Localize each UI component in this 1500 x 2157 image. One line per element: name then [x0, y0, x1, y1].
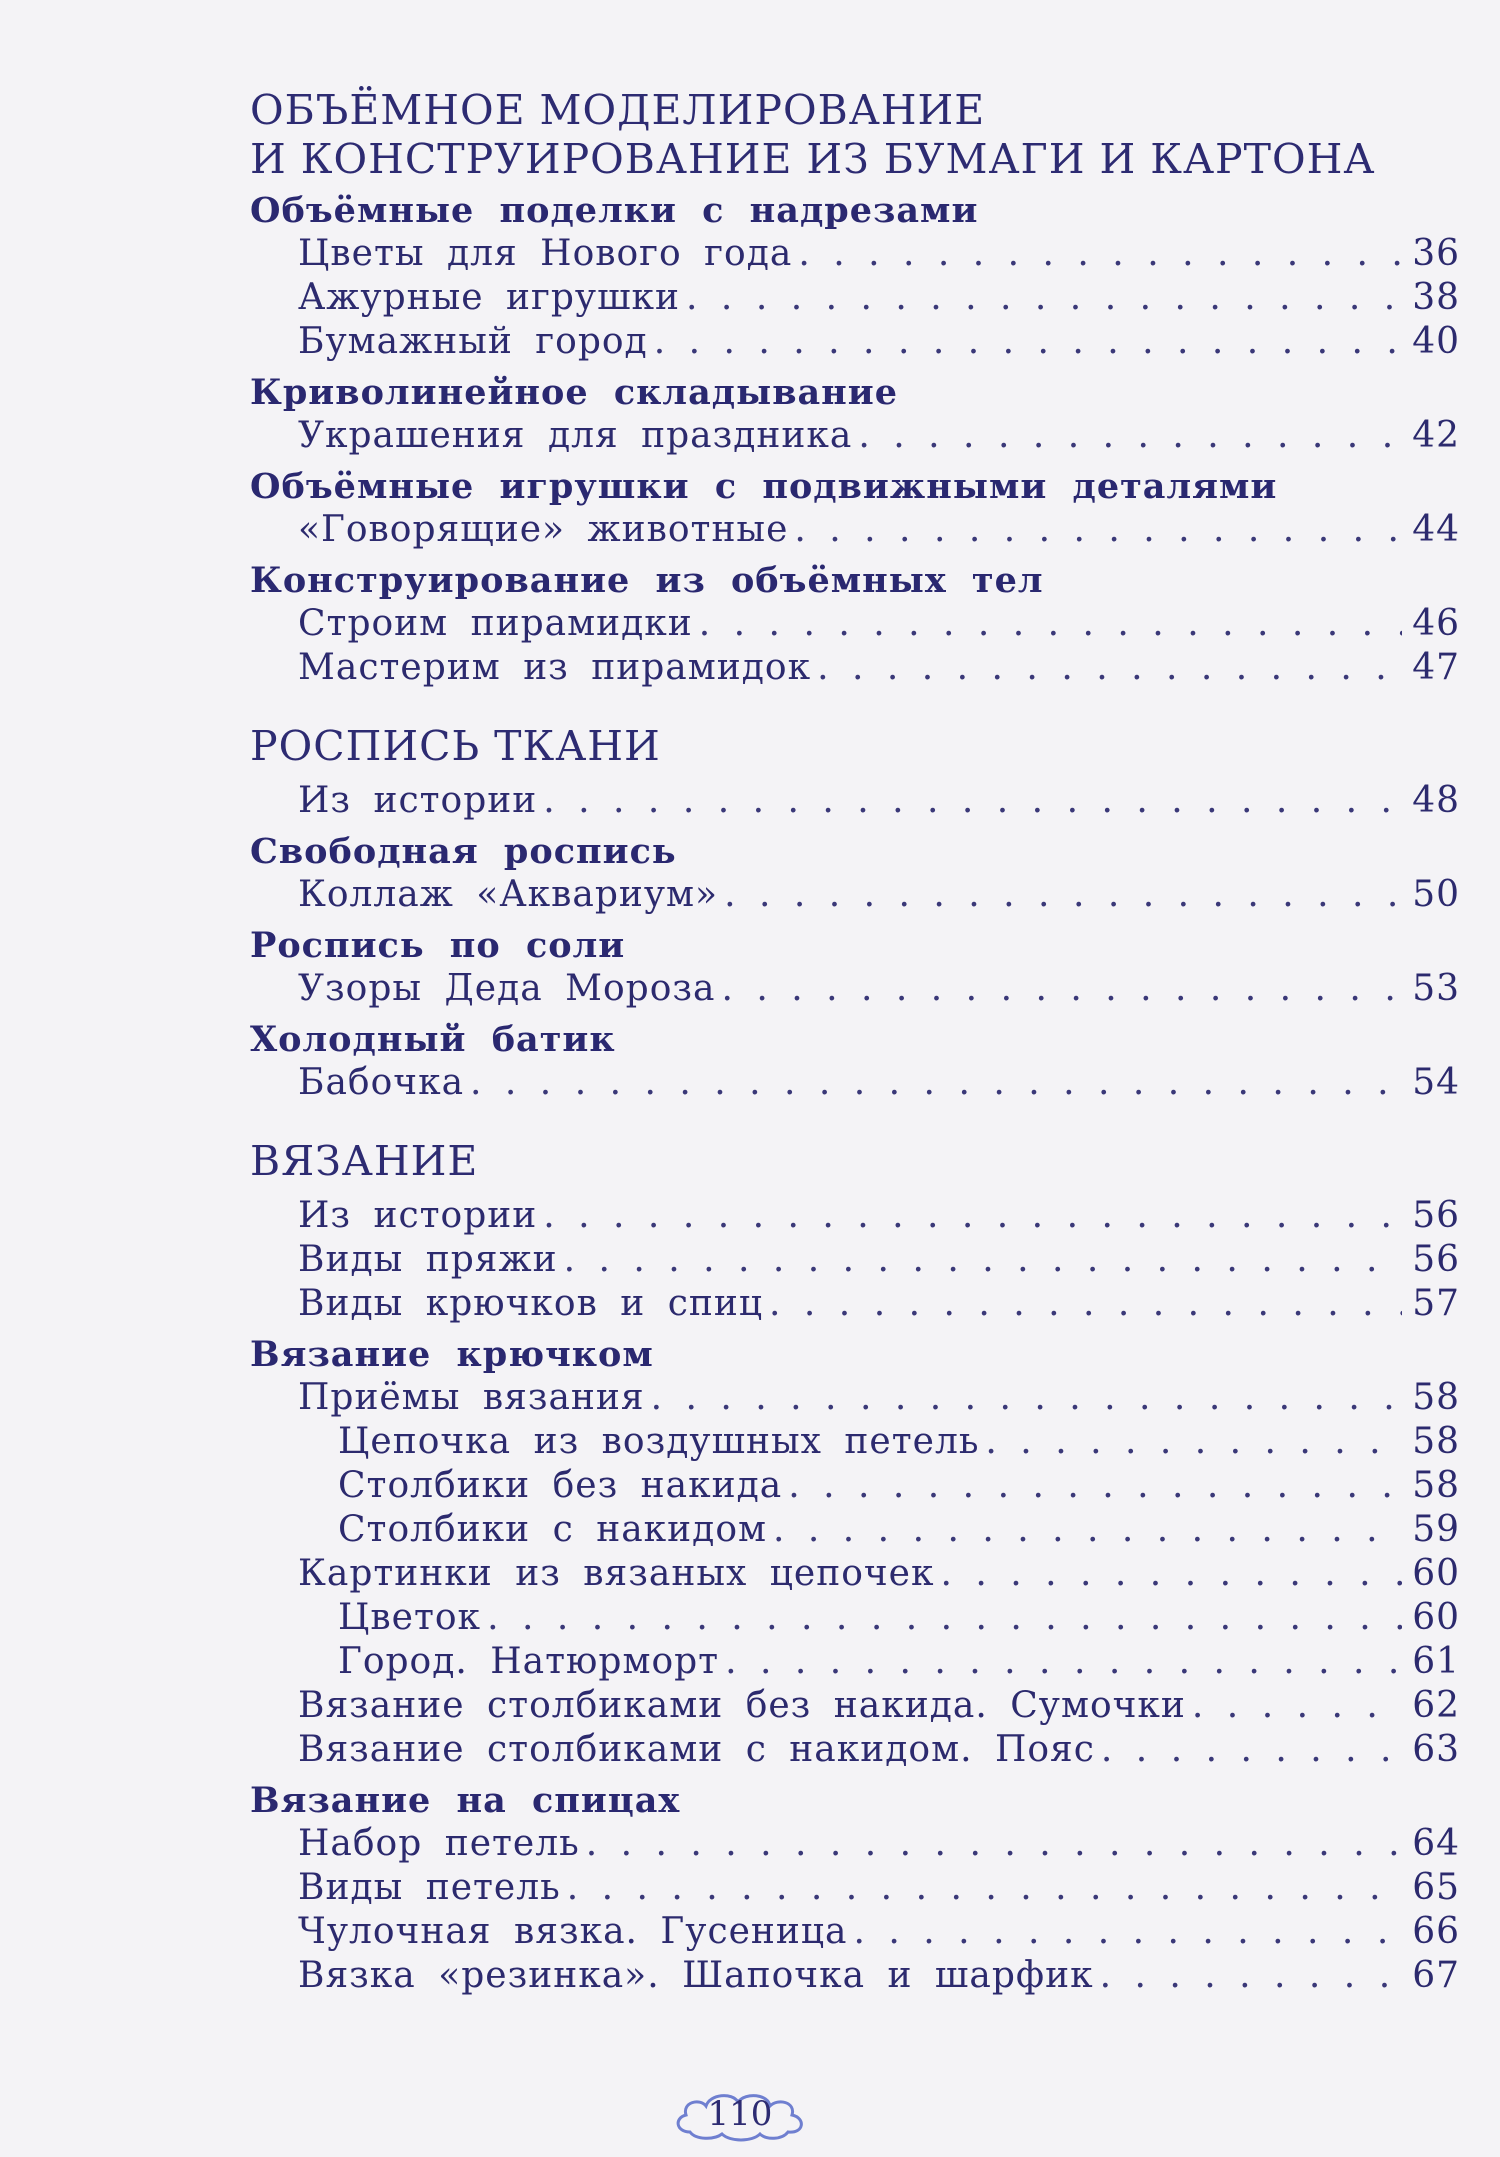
dot-leader — [858, 414, 1402, 458]
group-title: Конструирование из объёмных тел — [250, 560, 1044, 601]
table-of-contents — [250, 88, 1460, 2032]
toc-entry[interactable] — [250, 1238, 1460, 1282]
entry-title: Узоры Деда Мороза — [298, 968, 716, 1009]
dot-leader — [769, 1282, 1402, 1326]
entry-title: Цепочка из воздушных петель — [338, 1421, 980, 1462]
entry-page-number: 42 — [1412, 415, 1460, 456]
entry-title: Цветы для Нового года — [298, 233, 793, 274]
entry-title: «Говорящие» животные — [298, 509, 789, 550]
dot-leader — [817, 646, 1402, 690]
toc-entry[interactable] — [250, 646, 1460, 690]
entry-page-number: 58 — [1412, 1421, 1460, 1462]
toc-entry[interactable] — [250, 1194, 1460, 1238]
group-title: Вязание на спицах — [250, 1780, 681, 1821]
entry-title: Виды пряжи — [298, 1239, 558, 1280]
group-title: Криволинейное складывание — [250, 372, 899, 413]
dot-leader — [1192, 1684, 1402, 1728]
dot-leader — [470, 1061, 1402, 1105]
dot-leader — [564, 1238, 1402, 1282]
entry-page-number: 60 — [1412, 1553, 1460, 1594]
toc-entry[interactable] — [250, 779, 1460, 823]
section-title: РОСПИСЬ ТКАНИ — [250, 722, 661, 770]
toc-entry[interactable] — [250, 1508, 1460, 1552]
entry-page-number: 44 — [1412, 509, 1460, 550]
dot-leader — [985, 1420, 1402, 1464]
dot-leader — [725, 1640, 1402, 1684]
entry-title: Украшения для праздника — [298, 415, 853, 456]
toc-entry[interactable] — [250, 1464, 1460, 1508]
entry-title: Набор петель — [298, 1823, 580, 1864]
toc-entry[interactable] — [250, 1420, 1460, 1464]
entry-page-number: 54 — [1412, 1062, 1460, 1103]
entry-page-number: 67 — [1412, 1955, 1460, 1996]
toc-entry[interactable] — [250, 1376, 1460, 1420]
entry-page-number: 47 — [1412, 647, 1460, 688]
entry-title: Бабочка — [298, 1062, 465, 1103]
entry-title: Вязание столбиками с накидом. Пояс — [298, 1729, 1095, 1770]
entry-title: Бумажный город — [298, 321, 648, 362]
dot-leader — [686, 276, 1402, 320]
entry-title: Приёмы вязания — [298, 1377, 645, 1418]
toc-entry[interactable] — [250, 873, 1460, 917]
toc-entry[interactable] — [250, 1282, 1460, 1326]
entry-page-number: 57 — [1412, 1283, 1460, 1324]
entry-title: Город. Натюрморт — [338, 1641, 720, 1682]
entry-page-number: 58 — [1412, 1465, 1460, 1506]
dot-leader — [651, 1376, 1402, 1420]
entry-title: Виды крючков и спиц — [298, 1283, 764, 1324]
entry-page-number: 50 — [1412, 874, 1460, 915]
entry-page-number: 56 — [1412, 1239, 1460, 1280]
toc-entry[interactable] — [250, 1728, 1460, 1772]
toc-section — [250, 1139, 1460, 1998]
toc-entry[interactable] — [250, 1954, 1460, 1998]
entry-title: Виды петель — [298, 1867, 561, 1908]
toc-entry[interactable] — [250, 1684, 1460, 1728]
dot-leader — [487, 1596, 1402, 1640]
entry-page-number: 66 — [1412, 1911, 1460, 1952]
dot-leader — [699, 602, 1402, 646]
toc-entry[interactable] — [250, 276, 1460, 320]
entry-page-number: 46 — [1412, 603, 1460, 644]
dot-leader — [794, 508, 1402, 552]
entry-title: Мастерим из пирамидок — [298, 647, 812, 688]
entry-page-number: 63 — [1412, 1729, 1460, 1770]
entry-page-number: 62 — [1412, 1685, 1460, 1726]
dot-leader — [773, 1508, 1402, 1552]
entry-title: Чулочная вязка. Гусеница — [298, 1911, 848, 1952]
dot-leader — [854, 1910, 1402, 1954]
entry-title: Вязание столбиками без накида. Сумочки — [298, 1685, 1186, 1726]
toc-entry[interactable] — [250, 967, 1460, 1011]
toc-entry[interactable] — [250, 602, 1460, 646]
section-title: И КОНСТРУИРОВАНИЕ ИЗ БУМАГИ И КАРТОНА — [250, 135, 1376, 183]
entry-title: Столбики с накидом — [338, 1509, 768, 1550]
entry-page-number: 60 — [1412, 1597, 1460, 1638]
entry-title: Коллаж «Аквариум» — [298, 874, 719, 915]
entry-page-number: 59 — [1412, 1509, 1460, 1550]
dot-leader — [586, 1822, 1402, 1866]
toc-section — [250, 724, 1460, 1105]
entry-title: Столбики без накида — [338, 1465, 783, 1506]
entry-page-number: 58 — [1412, 1377, 1460, 1418]
toc-entry[interactable] — [250, 1596, 1460, 1640]
dot-leader — [1100, 1954, 1402, 1998]
dot-leader — [798, 232, 1402, 276]
page-number: 110 — [707, 2094, 773, 2134]
toc-entry[interactable] — [250, 414, 1460, 458]
group-title: Роспись по соли — [250, 925, 626, 966]
entry-title: Из истории — [298, 1195, 538, 1236]
toc-entry[interactable] — [250, 1822, 1460, 1866]
section-title: ВЯЗАНИЕ — [250, 1137, 479, 1185]
group-title: Объёмные поделки с надрезами — [250, 190, 979, 231]
entry-page-number: 53 — [1412, 968, 1460, 1009]
dot-leader — [788, 1464, 1402, 1508]
entry-page-number: 56 — [1412, 1195, 1460, 1236]
dot-leader — [721, 967, 1402, 1011]
group-title: Свободная роспись — [250, 831, 677, 872]
toc-entry[interactable] — [250, 320, 1460, 364]
dot-leader — [940, 1552, 1402, 1596]
dot-leader — [1101, 1728, 1402, 1772]
entry-title: Вязка «резинка». Шапочка и шарфик — [298, 1955, 1094, 1996]
group-title: Холодный батик — [250, 1019, 616, 1060]
dot-leader — [567, 1866, 1402, 1910]
toc-entry[interactable] — [250, 1866, 1460, 1910]
entry-title: Картинки из вязаных цепочек — [298, 1553, 935, 1594]
entry-title: Из истории — [298, 780, 538, 821]
group-title: Объёмные игрушки с подвижными деталями — [250, 466, 1278, 507]
entry-page-number: 61 — [1412, 1641, 1460, 1682]
entry-title: Цветок — [338, 1597, 482, 1638]
dot-leader — [543, 1194, 1402, 1238]
entry-page-number: 48 — [1412, 780, 1460, 821]
entry-page-number: 64 — [1412, 1823, 1460, 1864]
toc-entry[interactable] — [250, 508, 1460, 552]
page-number-badge — [672, 2088, 808, 2144]
section-title: ОБЪЁМНОЕ МОДЕЛИРОВАНИЕ — [250, 86, 986, 134]
entry-page-number: 36 — [1412, 233, 1460, 274]
entry-title: Строим пирамидки — [298, 603, 693, 644]
entry-title: Ажурные игрушки — [298, 277, 681, 318]
entry-page-number: 40 — [1412, 321, 1460, 362]
dot-leader — [654, 320, 1402, 364]
dot-leader — [724, 873, 1402, 917]
group-title: Вязание крючком — [250, 1334, 654, 1375]
entry-page-number: 38 — [1412, 277, 1460, 318]
toc-entry[interactable] — [250, 232, 1460, 276]
entry-page-number: 65 — [1412, 1867, 1460, 1908]
toc-section — [250, 88, 1460, 690]
toc-entry[interactable] — [250, 1640, 1460, 1684]
toc-entry[interactable] — [250, 1061, 1460, 1105]
dot-leader — [543, 779, 1402, 823]
toc-entry[interactable] — [250, 1910, 1460, 1954]
toc-entry[interactable] — [250, 1552, 1460, 1596]
